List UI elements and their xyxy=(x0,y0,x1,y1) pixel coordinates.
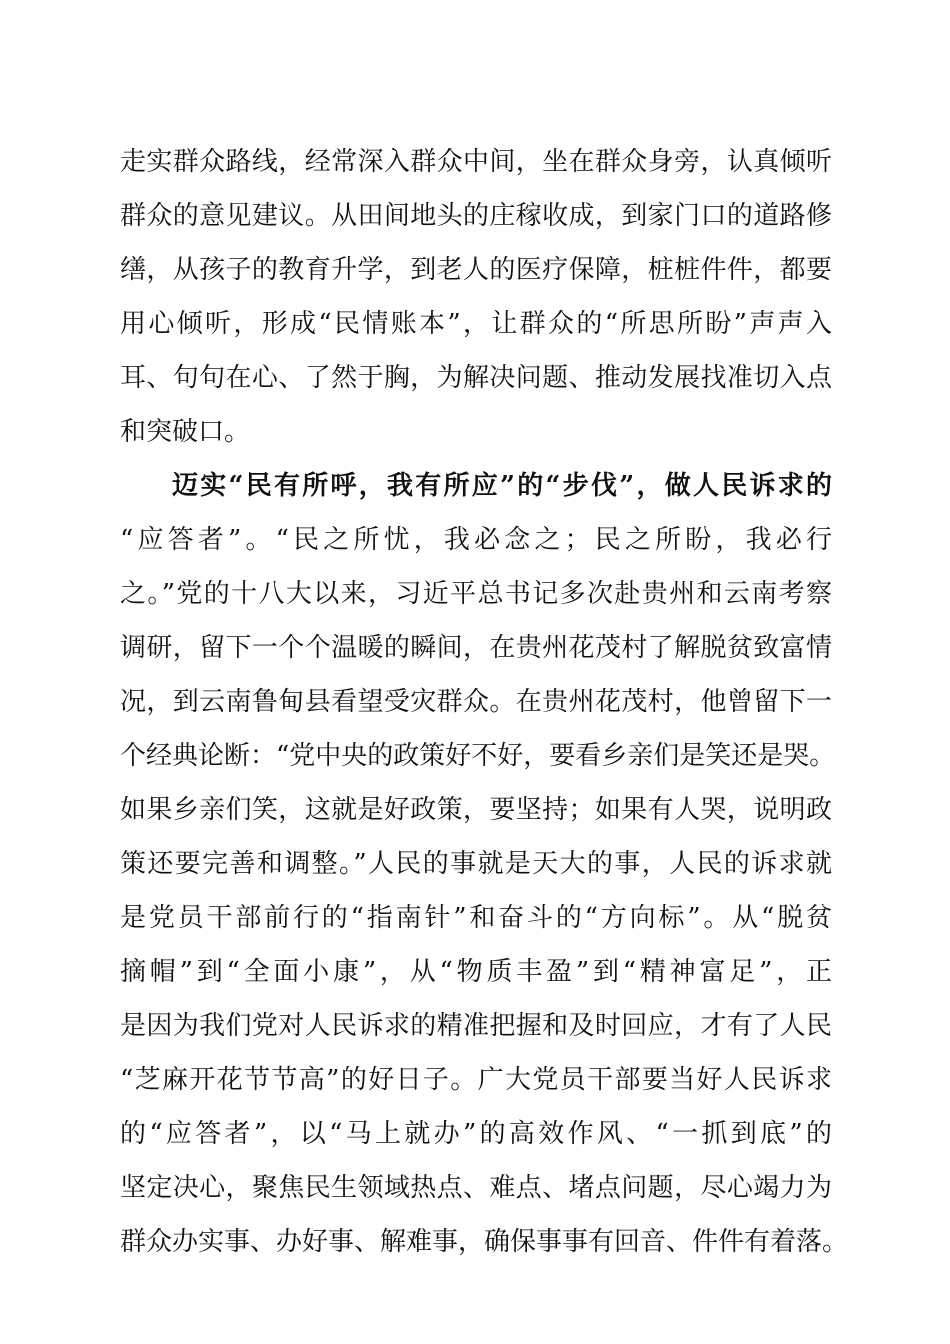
text-line: 个经典论断：“党中央的政策好不好，要看乡亲们是笑还是哭。 xyxy=(120,741,836,771)
text-line: “应答者”。“民之所忧，我必念之；民之所盼，我必行 xyxy=(120,525,832,555)
text-line: 群众的意见建议。从田间地头的庄稼收成，到家门口的道路修 xyxy=(120,201,832,231)
text-line: 走实群众路线，经常深入群众中间，坐在群众身旁，认真倾听 xyxy=(120,147,832,177)
text-line: 策还要完善和调整。”人民的事就是天大的事，人民的诉求就 xyxy=(120,849,832,879)
text-line: 是因为我们党对人民诉求的精准把握和及时回应，才有了人民 xyxy=(120,1011,832,1041)
text-line: 调研，留下一个个温暖的瞬间，在贵州花茂村了解脱贫致富情 xyxy=(120,633,832,663)
text-line: 耳、句句在心、了然于胸，为解决问题、推动发展找准切入点 xyxy=(120,363,832,393)
section-heading-line: 迈实“民有所呼，我有所应”的“步伐”，做人民诉求的 xyxy=(172,471,832,501)
text-line: 坚定决心，聚焦民生领域热点、难点、堵点问题，尽心竭力为 xyxy=(120,1173,832,1203)
text-line: 用心倾听，形成“民情账本”，让群众的“所思所盼”声声入 xyxy=(120,309,832,339)
text-line: 摘帽”到“全面小康”，从“物质丰盈”到“精神富足”，正 xyxy=(120,957,832,987)
text-line: 况，到云南鲁甸县看望受灾群众。在贵州花茂村，他曾留下一 xyxy=(120,687,832,717)
text-line: 缮，从孩子的教育升学，到老人的医疗保障，桩桩件件，都要 xyxy=(120,255,832,285)
text-line: “芝麻开花节节高”的好日子。广大党员干部要当好人民诉求 xyxy=(120,1065,832,1095)
text-line: 是党员干部前行的“指南针”和奋斗的“方向标”。从“脱贫 xyxy=(120,903,832,933)
text-line: 和突破口。 xyxy=(120,417,251,447)
text-line: 之。”党的十八大以来，习近平总书记多次赴贵州和云南考察 xyxy=(120,579,832,609)
text-line: 如果乡亲们笑，这就是好政策，要坚持；如果有人哭，说明政 xyxy=(120,795,832,825)
text-line: 群众办实事、办好事、解难事，确保事事有回音、件件有着落。 xyxy=(120,1227,849,1257)
text-line: 的“应答者”，以“马上就办”的高效作风、“一抓到底”的 xyxy=(120,1119,832,1149)
